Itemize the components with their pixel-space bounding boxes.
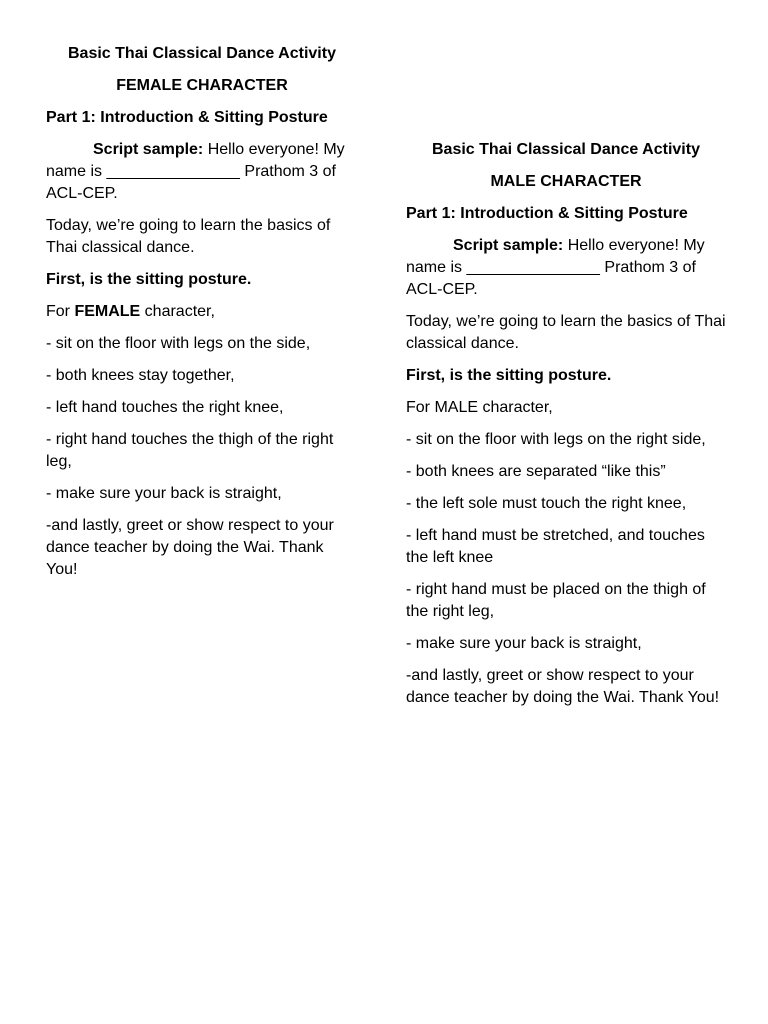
female-part-heading: Part 1: Introduction & Sitting Posture bbox=[46, 109, 328, 126]
female-step: - sit on the floor with legs on the side, bbox=[46, 335, 311, 352]
male-first-line: First, is the sitting posture. bbox=[406, 367, 612, 384]
female-script-sample bbox=[46, 139, 358, 205]
male-step: - make sure your back is straight, bbox=[406, 635, 642, 652]
female-for-line bbox=[46, 301, 358, 323]
female-step: - make sure your back is straight, bbox=[46, 485, 282, 502]
male-intro: Today, we’re going to learn the basics of Thai classical dance. bbox=[406, 313, 726, 352]
male-part-heading: Part 1: Introduction & Sitting Posture bbox=[406, 205, 688, 222]
female-for-character: FEMALE bbox=[74, 303, 141, 320]
female-character-heading: FEMALE CHARACTER bbox=[116, 77, 288, 94]
female-intro: Today, we’re going to learn the basics of Thai classical dance. bbox=[46, 217, 331, 256]
female-step: - both knees stay together, bbox=[46, 367, 235, 384]
female-title: Basic Thai Classical Dance Activity bbox=[68, 45, 336, 62]
female-step: - right hand touches the thigh of the right leg, bbox=[46, 431, 334, 470]
female-script-text: Hello everyone! My name is _______________ Prathom 3 of ACL-CEP. bbox=[46, 141, 345, 202]
female-step: - left hand touches the right knee, bbox=[46, 399, 284, 416]
female-for-suffix: character, bbox=[140, 303, 215, 320]
male-step: - sit on the floor with legs on the right side, bbox=[406, 431, 706, 448]
male-character-heading: MALE CHARACTER bbox=[490, 173, 642, 190]
female-for-prefix: For bbox=[46, 303, 75, 320]
male-step: - right hand must be placed on the thigh of the right leg, bbox=[406, 581, 706, 620]
male-step: - left hand must be stretched, and touches the left knee bbox=[406, 527, 705, 566]
male-step: -and lastly, greet or show respect to your dance teacher by doing the Wai. Thank You! bbox=[406, 667, 720, 706]
male-script-label: Script sample: bbox=[453, 237, 564, 254]
female-first-line: First, is the sitting posture. bbox=[46, 271, 252, 288]
male-title: Basic Thai Classical Dance Activity bbox=[432, 141, 700, 158]
male-character-section bbox=[406, 139, 726, 719]
male-script-text: Hello everyone! My name is _______________ Prathom 3 of ACL-CEP. bbox=[406, 237, 705, 298]
male-step: - both knees are separated “like this” bbox=[406, 463, 666, 480]
female-character-section bbox=[46, 43, 358, 591]
female-script-label: Script sample: bbox=[93, 141, 204, 158]
male-for-line: For MALE character, bbox=[406, 399, 553, 416]
male-script-sample bbox=[406, 235, 726, 301]
female-step: -and lastly, greet or show respect to your dance teacher by doing the Wai. Thank You! bbox=[46, 517, 334, 578]
male-step: - the left sole must touch the right knee, bbox=[406, 495, 687, 512]
